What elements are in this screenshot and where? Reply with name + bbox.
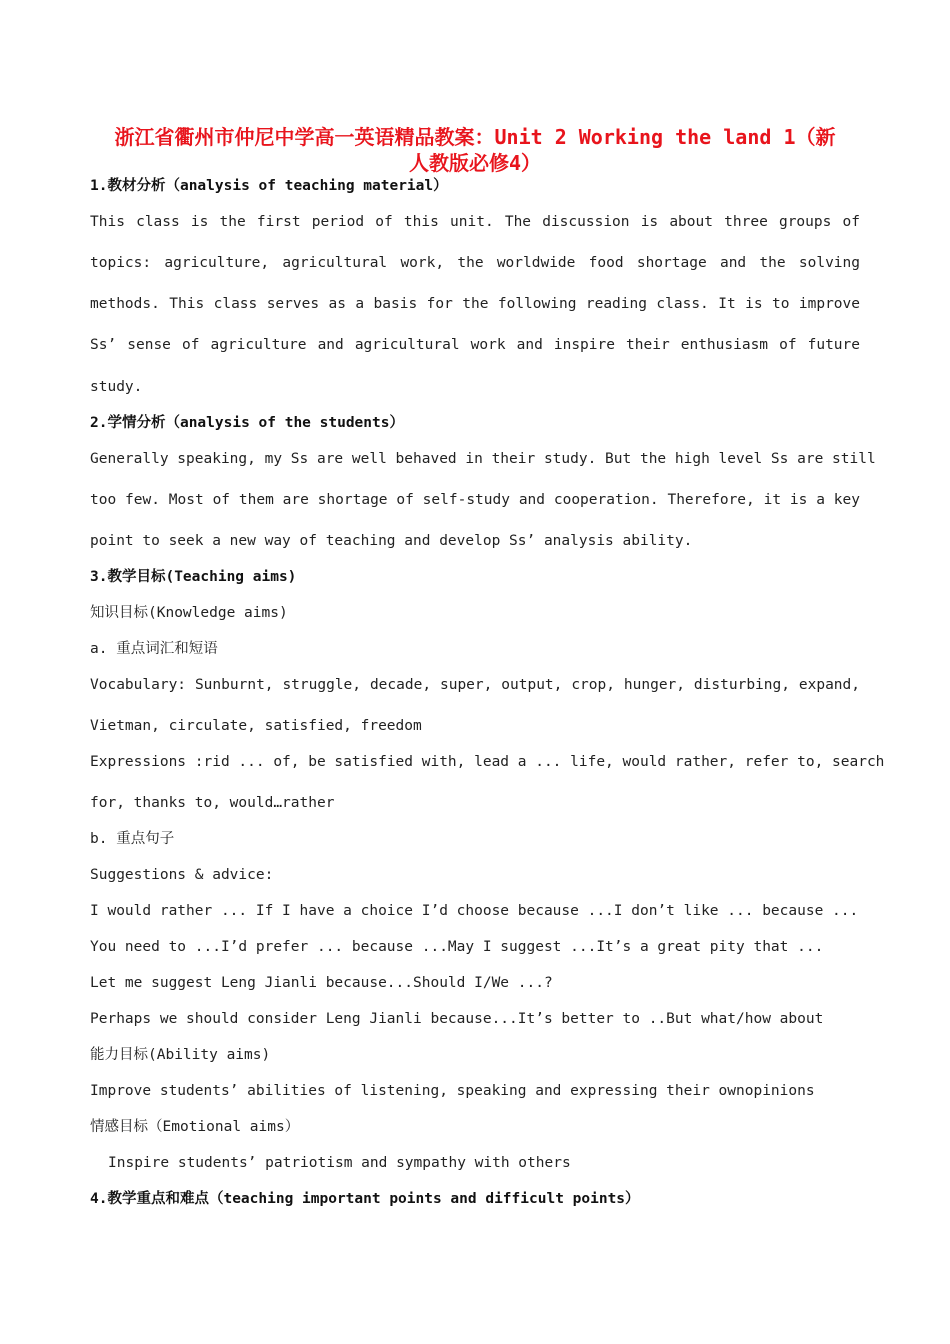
expressions-line: for, thanks to, would…rather: [90, 795, 335, 811]
title-line-2: 人教版必修4）: [408, 151, 542, 175]
sentence-line: Perhaps we should consider Leng Jianli because...It’s better to ..But what/how about: [90, 1011, 824, 1027]
suggestions-heading: Suggestions & advice:: [90, 867, 274, 883]
section-1-line: topics: agriculture, agricultural work, the worldwide food shortage and the solving: [90, 255, 860, 271]
section-4-heading: 4.教学重点和难点（teaching important points and difficult points）: [90, 1191, 640, 1207]
emotional-aims-heading: 情感目标（Emotional aims）: [90, 1119, 300, 1135]
title-line-1: 浙江省衢州市仲尼中学高一英语精品教案：Unit 2 Working the land 1（新: [114, 125, 836, 149]
ability-aims-text: Improve students’ abilities of listening, speaking and expressing their ownopinions: [90, 1083, 815, 1099]
section-1-heading: 1.教材分析（analysis of teaching material）: [90, 178, 448, 194]
knowledge-aims-heading: 知识目标(Knowledge aims): [90, 605, 288, 621]
sentence-line: Let me suggest Leng Jianli because...Should I/We ...?: [90, 975, 553, 991]
section-2-line: point to seek a new way of teaching and develop Ss’ analysis ability.: [90, 533, 693, 549]
vocabulary-line: Vietman, circulate, satisfied, freedom: [90, 718, 422, 734]
section-3-heading: 3.教学目标(Teaching aims): [90, 569, 297, 585]
section-1-line: methods. This class serves as a basis for the following reading class. It is to improve: [90, 296, 860, 312]
section-1-line: Ss’ sense of agriculture and agricultural work and inspire their enthusiasm of future: [90, 337, 860, 353]
ability-aims-heading: 能力目标(Ability aims): [90, 1047, 271, 1063]
section-2-heading: 2.学情分析（analysis of the students）: [90, 415, 404, 431]
expressions-line: Expressions :rid ... of, be satisfied with, lead a ... life, would rather, refer to, search: [90, 754, 885, 770]
section-2-line: too few. Most of them are shortage of self-study and cooperation. Therefore, it is a key: [90, 492, 860, 508]
sub-heading-b: b. 重点句子: [90, 831, 175, 847]
sub-heading-a: a. 重点词汇和短语: [90, 641, 218, 657]
section-2-line: Generally speaking, my Ss are well behaved in their study. But the high level Ss are still: [90, 451, 876, 467]
document-title: [90, 124, 860, 176]
section-1-line: This class is the first period of this unit. The discussion is about three groups of: [90, 214, 860, 230]
vocabulary-line: Vocabulary: Sunburnt, struggle, decade, super, output, crop, hunger, disturbing, expand,: [90, 677, 860, 693]
sentence-line: You need to ...I’d prefer ... because ...May I suggest ...It’s a great pity that ...: [90, 939, 824, 955]
emotional-aims-text: Inspire students’ patriotism and sympathy with others: [108, 1155, 571, 1171]
sentence-line: I would rather ... If I have a choice I’d choose because ...I don’t like ... because ...: [90, 903, 859, 919]
section-1-line: study.: [90, 379, 143, 395]
